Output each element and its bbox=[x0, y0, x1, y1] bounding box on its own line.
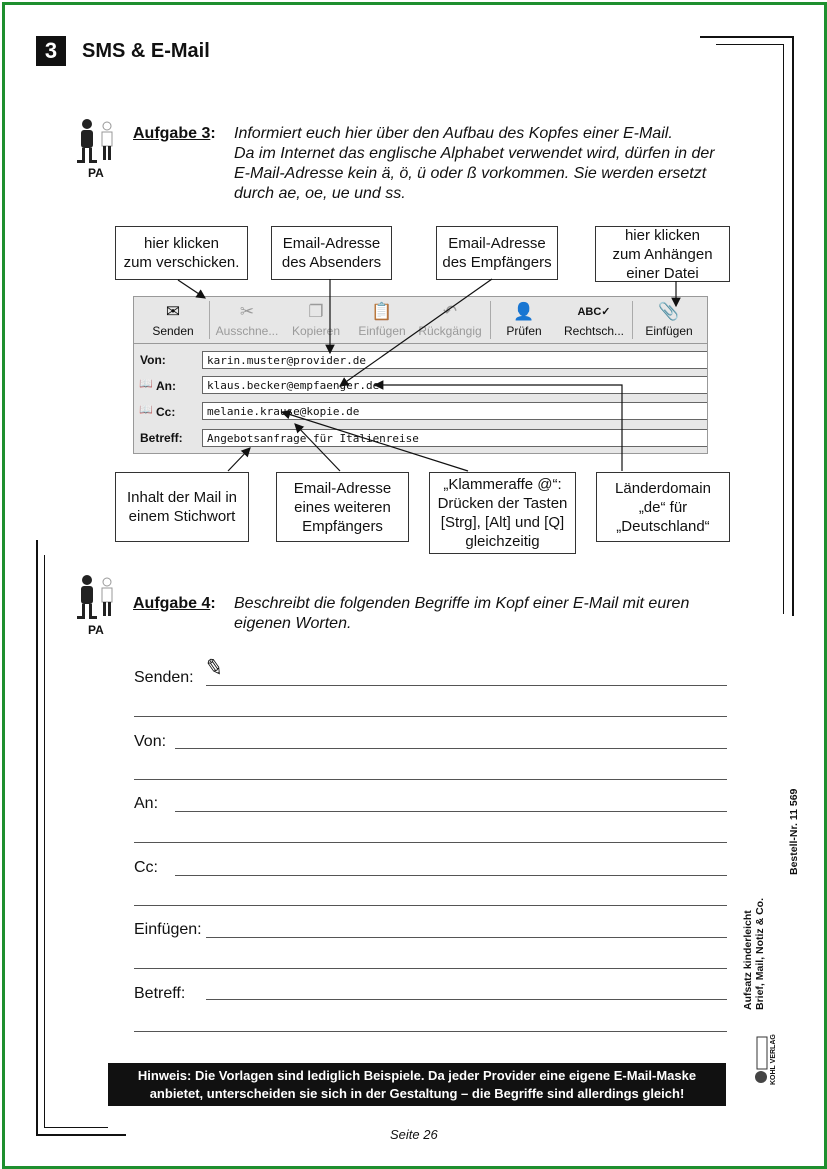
pencil-icon: ✎ bbox=[203, 653, 226, 682]
task4-heading: Aufgabe 4: bbox=[133, 595, 216, 612]
task3-line: Informiert euch hier über den Aufbau des Kopfes einer E-Mail. bbox=[234, 125, 673, 142]
callout-country-domain: Länderdomain „de“ für „Deutschland“ bbox=[596, 472, 730, 542]
callout-sender-address: Email-Adresse des Absenders bbox=[271, 226, 392, 280]
to-field[interactable]: klaus.becker@empfaenger.de bbox=[202, 376, 707, 394]
scissors-icon: ✂ bbox=[239, 302, 255, 321]
answer-line[interactable] bbox=[206, 685, 727, 686]
task4-line: eigenen Worten. bbox=[234, 615, 352, 632]
answer-line[interactable] bbox=[134, 1031, 727, 1032]
undo-icon: ↶ bbox=[442, 302, 458, 321]
pa-label: PA bbox=[88, 623, 104, 637]
publisher-name: KOHL VERLAG bbox=[770, 1034, 777, 1085]
address-book-icon: 📖 bbox=[139, 378, 153, 390]
cut-button[interactable]: ✂ Ausschne... bbox=[215, 302, 279, 338]
term-cc: Cc: bbox=[134, 859, 158, 876]
book-info: Aufsatz kinderleicht Brief, Mail, Notiz & Co. bbox=[742, 897, 766, 1010]
hint-line: anbietet, unterscheiden sie sich in der Gestaltung – die Begriffe sind allerdings gleich! bbox=[149, 1085, 685, 1101]
corner-rule bbox=[36, 540, 38, 1135]
page-title: SMS & E-Mail bbox=[82, 40, 210, 62]
task3-line: durch ae, oe, ue und ss. bbox=[234, 185, 406, 202]
task3-line: E-Mail-Adresse kein ä, ö, ü oder ß vorkommen. Sie werden ersetzt bbox=[234, 165, 707, 182]
attach-button[interactable]: 📎 Einfügen bbox=[638, 297, 700, 342]
from-field[interactable]: karin.muster@provider.de bbox=[202, 351, 707, 369]
chapter-number: 3 bbox=[36, 36, 66, 66]
term-einfuegen: Einfügen: bbox=[134, 921, 202, 938]
hint-line: Hinweis: Die Vorlagen sind lediglich Beispiele. Da jeder Provider eine eigene E-Mail-Maske bbox=[137, 1067, 697, 1083]
hint-box bbox=[108, 1063, 726, 1106]
cc-label: Cc: bbox=[156, 405, 176, 419]
paste-button[interactable]: 📋 Einfügen bbox=[352, 297, 412, 342]
order-number: Bestell-Nr. 11 569 bbox=[788, 788, 800, 875]
callout-attach: hier klicken zum Anhängen einer Datei bbox=[595, 226, 730, 282]
copy-button[interactable]: ❐ Kopieren bbox=[286, 297, 346, 342]
answer-line[interactable] bbox=[206, 937, 727, 938]
send-button[interactable]: ✉ Senden bbox=[142, 297, 204, 342]
task3-line: Da im Internet das englische Alphabet verwendet wird, dürfen in der bbox=[234, 145, 715, 162]
pair-work-icon bbox=[74, 572, 118, 622]
publisher-logo bbox=[752, 1035, 770, 1085]
answer-line[interactable] bbox=[175, 748, 727, 749]
task4-text bbox=[234, 594, 764, 634]
callout-subject: Inhalt der Mail in einem Stichwort bbox=[115, 472, 249, 542]
undo-button[interactable]: ↶ Rückgängig bbox=[416, 297, 484, 342]
answer-line[interactable] bbox=[134, 968, 727, 969]
corner-rule bbox=[44, 555, 45, 1127]
term-betreff: Betreff: bbox=[134, 985, 186, 1002]
term-von: Von: bbox=[134, 733, 167, 750]
check-names-button[interactable]: 👤 Prüfen bbox=[496, 297, 552, 342]
corner-rule bbox=[36, 1134, 126, 1136]
subject-label: Betreff: bbox=[140, 431, 183, 445]
paperclip-icon: 📎 bbox=[658, 302, 680, 321]
answer-line[interactable] bbox=[134, 842, 727, 843]
answer-line[interactable] bbox=[134, 905, 727, 906]
spellcheck-icon: ABC✓ bbox=[577, 306, 611, 318]
paste-icon: 📋 bbox=[371, 302, 393, 321]
task3-heading: Aufgabe 3: bbox=[133, 125, 216, 142]
answer-line[interactable] bbox=[175, 811, 727, 812]
corner-rule bbox=[44, 1127, 108, 1128]
send-icon: ✉ bbox=[165, 302, 181, 321]
pa-label: PA bbox=[88, 166, 104, 180]
address-book-icon: 📖 bbox=[139, 404, 153, 416]
task3-label: Aufgabe 3 bbox=[133, 125, 211, 142]
answer-line[interactable] bbox=[175, 875, 727, 876]
answer-line[interactable] bbox=[134, 716, 727, 717]
term-senden: Senden: bbox=[134, 669, 194, 686]
to-label: An: bbox=[156, 379, 176, 393]
copy-icon: ❐ bbox=[308, 302, 324, 321]
spellcheck-button[interactable]: ABC✓ Rechtsch... bbox=[558, 297, 630, 342]
check-names-icon: 👤 bbox=[513, 302, 535, 321]
page-number: Seite 26 bbox=[390, 1127, 438, 1142]
from-label: Von: bbox=[140, 353, 166, 367]
callout-recipient-address: Email-Adresse des Empfängers bbox=[436, 226, 558, 280]
subject-field[interactable]: Angebotsanfrage für Italienreise bbox=[202, 429, 707, 447]
cc-field[interactable]: melanie.krause@kopie.de bbox=[202, 402, 707, 420]
callout-at-sign: „Klammeraffe @“: Drücken der Tasten [Strg], [Alt] und [Q] gleichzeitig bbox=[429, 472, 576, 554]
term-an: An: bbox=[134, 795, 159, 812]
answer-line[interactable] bbox=[134, 779, 727, 780]
task4-label: Aufgabe 4 bbox=[133, 595, 211, 612]
callout-cc: Email-Adresse eines weiteren Empfängers bbox=[276, 472, 409, 542]
answer-line[interactable] bbox=[206, 999, 727, 1000]
task4-line: Beschreibt die folgenden Begriffe im Kopf einer E-Mail mit euren bbox=[234, 595, 690, 612]
callout-send: hier klicken zum verschicken. bbox=[115, 226, 248, 280]
